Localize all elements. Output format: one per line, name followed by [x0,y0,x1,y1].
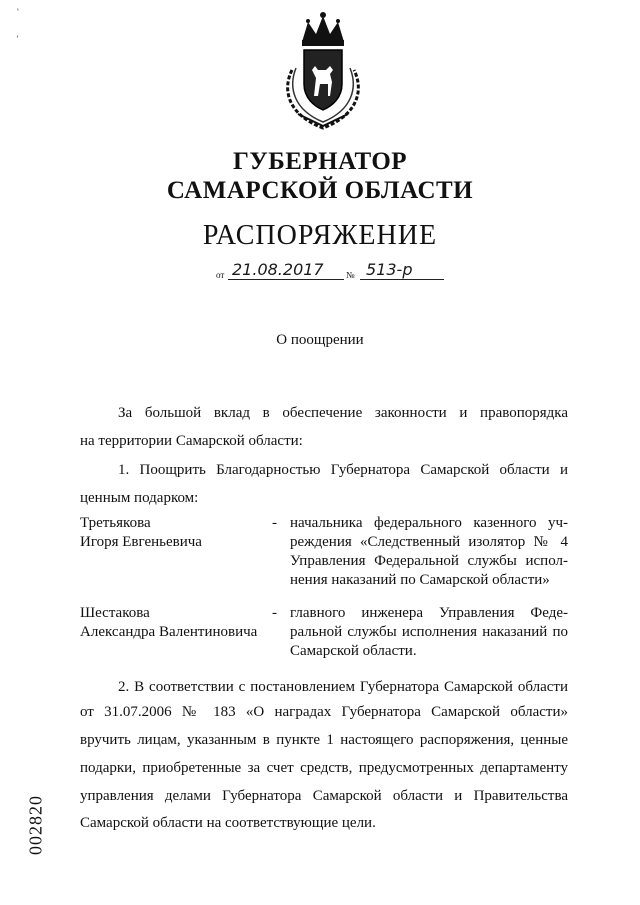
item2-line-5: управления делами Губернатора Самарской области и Правительства [80,788,568,804]
awardee-1-position-line-2: реждения «Следственный изолятор № 4 [290,534,568,550]
awardee-1-dash: - [272,515,277,531]
awardee-2-position-line-1: главного инженера Управления Феде- [290,605,568,621]
awardee-1-position-line-4: нения наказаний по Самарской области» [290,572,550,588]
awardee-1-surname: Третьякова [80,515,151,531]
handwritten-date: 21.08.2017 [232,260,324,279]
number-label: № [346,270,355,280]
margin-mark-top: ‘ [15,5,22,17]
margin-registration-stamp [24,790,48,860]
item2-line-1: 2. В соответствии с постановлением Губернатора Самарской области [118,679,568,695]
item1-line-2: ценным подарком: [80,490,199,506]
item1-line-1: 1. Поощрить Благодарностью Губернатора Самарской области и [118,462,568,478]
awardee-1-given-names: Игоря Евгеньевича [80,534,202,550]
number-underline [360,279,444,280]
margin-mark-lower: ’ [16,34,19,44]
authority-title-line1: ГУБЕРНАТОР [232,148,408,175]
awardee-2-dash: - [272,605,277,621]
awardee-2-position-line-3: Самарской области. [290,643,417,659]
date-underline [228,279,344,280]
date-number-line [216,256,456,286]
samara-coat-of-arms-icon [278,10,368,132]
authority-title-line2: САМАРСКОЙ ОБЛАСТИ [166,177,474,204]
awardee-2-given-names: Александра Валентиновича [80,624,258,640]
item2-line-3: вручить лицам, указанным в пункте 1 настоящего распоряжения, ценные [80,732,568,748]
document-subject: О поощрении [276,332,364,348]
intro-line-2: на территории Самарской области: [80,433,303,449]
document-type: РАСПОРЯЖЕНИЕ [202,220,438,251]
intro-line-1: За большой вклад в обеспечение законности и правопорядка [118,405,568,421]
awardee-1-position-line-3: Управления Федеральной службы испол- [290,553,568,569]
awardee-2-position-line-2: ральной службы исполнения наказаний по [290,624,568,640]
item2-line-6: Самарской области на соответствующие цели. [80,815,376,831]
date-from-label: от [216,270,225,280]
awardee-1-position-line-1: начальника федерального казенного уч- [290,515,568,531]
awardee-2-surname: Шестакова [80,605,150,621]
item2-line-2: от 31.07.2006 № 183 «О наградах Губернатора Самарской области» [80,704,568,720]
item2-line-4: подарки, приобретенные за счет средств, предусмотренных департаменту [80,760,568,776]
margin-stamp-number: 002820 [25,795,46,855]
handwritten-number: 513-р [366,260,413,279]
